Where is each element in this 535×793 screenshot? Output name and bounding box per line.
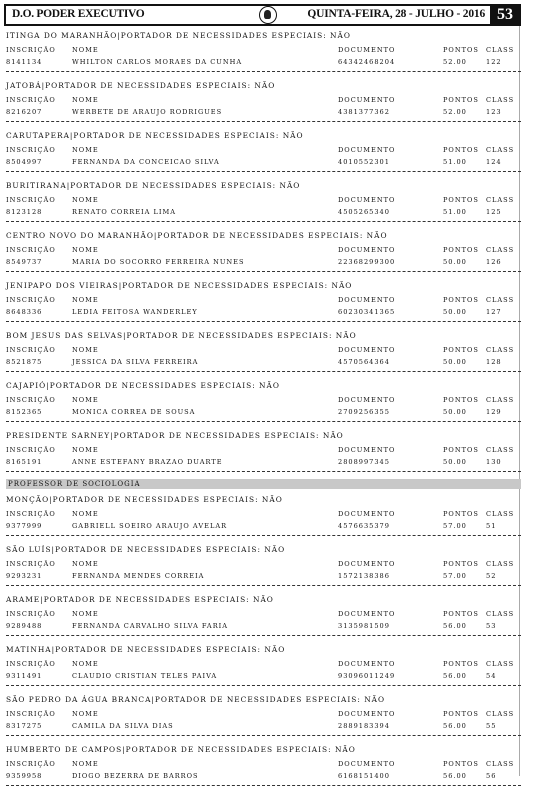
cell-class: 125 bbox=[486, 208, 502, 216]
header-documento: DOCUMENTO bbox=[338, 710, 396, 718]
header-nome: NOME bbox=[72, 346, 99, 354]
cell-documento: 60230341365 bbox=[338, 308, 396, 316]
cell-inscricao: 8165191 bbox=[6, 458, 43, 466]
header-inscricao: INSCRIÇÃO bbox=[6, 610, 56, 618]
entry-city: SÃO PEDRO DA ÁGUA BRANCA bbox=[6, 695, 152, 704]
cell-inscricao: 9289488 bbox=[6, 622, 43, 630]
cell-class: 52 bbox=[486, 572, 497, 580]
cell-pontos: 57.00 bbox=[443, 522, 467, 530]
table-row bbox=[6, 722, 521, 734]
header-documento: DOCUMENTO bbox=[338, 560, 396, 568]
header-documento: DOCUMENTO bbox=[338, 760, 396, 768]
entry-city: BOM JESUS DAS SELVAS bbox=[6, 331, 124, 340]
cell-class: 51 bbox=[486, 522, 497, 530]
entry-category: PORTADOR DE NECESSIDADES ESPECIAIS: NÃO bbox=[126, 331, 357, 340]
page-header bbox=[4, 4, 521, 26]
result-entry bbox=[6, 29, 521, 72]
entry-city: CAJAPIÓ bbox=[6, 381, 47, 390]
cell-pontos: 50.00 bbox=[443, 308, 467, 316]
header-inscricao: INSCRIÇÃO bbox=[6, 710, 56, 718]
column-headers bbox=[6, 510, 521, 522]
entry-city: JATOBÁ bbox=[6, 81, 42, 90]
cell-pontos: 51.00 bbox=[443, 158, 467, 166]
entry-title: HUMBERTO DE CAMPOS|PORTADOR DE NECESSIDADES ESPECIAIS: NÃO bbox=[6, 745, 356, 754]
entry-category: PORTADOR DE NECESSIDADES ESPECIAIS: NÃO bbox=[125, 745, 356, 754]
entry-category: PORTADOR DE NECESSIDADES ESPECIAIS: NÃO bbox=[49, 381, 280, 390]
cell-nome: GABRIELL SOEIRO ARAUJO AVELAR bbox=[72, 522, 228, 530]
entry-title: CARUTAPERA|PORTADOR DE NECESSIDADES ESPECIAIS: NÃO bbox=[6, 131, 304, 140]
result-entry bbox=[6, 693, 521, 736]
entry-title: MONÇÃO|PORTADOR DE NECESSIDADES ESPECIAIS: NÃO bbox=[6, 495, 283, 504]
publication-title: D.O. PODER EXECUTIVO bbox=[12, 8, 145, 20]
header-documento: DOCUMENTO bbox=[338, 510, 396, 518]
cell-nome: WHILTON CARLOS MORAES DA CUNHA bbox=[72, 58, 243, 66]
column-headers bbox=[6, 146, 521, 158]
header-nome: NOME bbox=[72, 560, 99, 568]
cell-class: 122 bbox=[486, 58, 502, 66]
dashed-divider bbox=[6, 171, 521, 172]
cell-class: 128 bbox=[486, 358, 502, 366]
header-class: CLASS bbox=[486, 396, 515, 404]
cell-pontos: 51.00 bbox=[443, 208, 467, 216]
entry-city: CARUTAPERA bbox=[6, 131, 70, 140]
header-nome: NOME bbox=[72, 710, 99, 718]
result-entry bbox=[6, 329, 521, 372]
entry-city: JENIPAPO DOS VIEIRAS bbox=[6, 281, 119, 290]
column-headers bbox=[6, 196, 521, 208]
header-nome: NOME bbox=[72, 196, 99, 204]
entry-title: BOM JESUS DAS SELVAS|PORTADOR DE NECESSIDADES ESPECIAIS: NÃO bbox=[6, 331, 357, 340]
entry-category: PORTADOR DE NECESSIDADES ESPECIAIS: NÃO bbox=[73, 131, 304, 140]
header-pontos: PONTOS bbox=[443, 760, 479, 768]
cell-documento: 4570564364 bbox=[338, 358, 390, 366]
cell-class: 124 bbox=[486, 158, 502, 166]
header-documento: DOCUMENTO bbox=[338, 610, 396, 618]
cell-nome: LEDIA FEITOSA WANDERLEY bbox=[72, 308, 198, 316]
header-nome: NOME bbox=[72, 246, 99, 254]
publication-date: QUINTA-FEIRA, 28 - JULHO - 2016 bbox=[307, 8, 485, 20]
cell-class: 123 bbox=[486, 108, 502, 116]
entry-category: PORTADOR DE NECESSIDADES ESPECIAIS: NÃO bbox=[52, 495, 283, 504]
cell-pontos: 50.00 bbox=[443, 358, 467, 366]
cell-inscricao: 9377999 bbox=[6, 522, 43, 530]
table-row bbox=[6, 158, 521, 170]
header-inscricao: INSCRIÇÃO bbox=[6, 760, 56, 768]
dashed-divider bbox=[6, 785, 521, 786]
entry-title: JENIPAPO DOS VIEIRAS|PORTADOR DE NECESSIDADES ESPECIAIS: NÃO bbox=[6, 281, 353, 290]
cell-documento: 22368299300 bbox=[338, 258, 396, 266]
entry-city: SÃO LUÍS bbox=[6, 545, 52, 554]
header-class: CLASS bbox=[486, 760, 515, 768]
column-headers bbox=[6, 296, 521, 308]
cell-inscricao: 8216207 bbox=[6, 108, 43, 116]
dashed-divider bbox=[6, 635, 521, 636]
column-headers bbox=[6, 710, 521, 722]
header-inscricao: INSCRIÇÃO bbox=[6, 510, 56, 518]
header-class: CLASS bbox=[486, 710, 515, 718]
header-pontos: PONTOS bbox=[443, 510, 479, 518]
header-nome: NOME bbox=[72, 146, 99, 154]
entry-title: SÃO PEDRO DA ÁGUA BRANCA|PORTADOR DE NECESSIDADES ESPECIAIS: NÃO bbox=[6, 695, 386, 704]
entry-title: PRESIDENTE SARNEY|PORTADOR DE NECESSIDADES ESPECIAIS: NÃO bbox=[6, 431, 344, 440]
cell-pontos: 56.00 bbox=[443, 672, 467, 680]
entry-city: HUMBERTO DE CAMPOS bbox=[6, 745, 123, 754]
cell-class: 130 bbox=[486, 458, 502, 466]
table-row bbox=[6, 522, 521, 534]
cell-inscricao: 8648336 bbox=[6, 308, 43, 316]
cell-documento: 64342468204 bbox=[338, 58, 396, 66]
table-row bbox=[6, 622, 521, 634]
cell-inscricao: 8549737 bbox=[6, 258, 43, 266]
entry-category: PORTADOR DE NECESSIDADES ESPECIAIS: NÃO bbox=[43, 595, 274, 604]
header-nome: NOME bbox=[72, 446, 99, 454]
header-class: CLASS bbox=[486, 246, 515, 254]
entry-city: PRESIDENTE SARNEY bbox=[6, 431, 111, 440]
header-inscricao: INSCRIÇÃO bbox=[6, 146, 56, 154]
table-row bbox=[6, 308, 521, 320]
cell-documento: 6168151400 bbox=[338, 772, 390, 780]
dashed-divider bbox=[6, 221, 521, 222]
cell-nome: CAMILA DA SILVA DIAS bbox=[72, 722, 174, 730]
header-documento: DOCUMENTO bbox=[338, 396, 396, 404]
dashed-divider bbox=[6, 321, 521, 322]
cell-nome: FERNANDA DA CONCEICAO SILVA bbox=[72, 158, 220, 166]
cell-pontos: 52.00 bbox=[443, 108, 467, 116]
entry-city: ARAME bbox=[6, 595, 41, 604]
header-pontos: PONTOS bbox=[443, 146, 479, 154]
dashed-divider bbox=[6, 685, 521, 686]
header-pontos: PONTOS bbox=[443, 396, 479, 404]
result-entry bbox=[6, 379, 521, 422]
header-class: CLASS bbox=[486, 296, 515, 304]
column-headers bbox=[6, 396, 521, 408]
header-documento: DOCUMENTO bbox=[338, 446, 396, 454]
entry-title: JATOBÁ|PORTADOR DE NECESSIDADES ESPECIAIS: NÃO bbox=[6, 81, 276, 90]
dashed-divider bbox=[6, 535, 521, 536]
dashed-divider bbox=[6, 71, 521, 72]
table-row bbox=[6, 258, 521, 270]
result-entry bbox=[6, 593, 521, 636]
cell-inscricao: 8504997 bbox=[6, 158, 43, 166]
result-entry bbox=[6, 79, 521, 122]
results-after bbox=[6, 493, 521, 786]
cell-documento: 2709256355 bbox=[338, 408, 390, 416]
entry-title: CENTRO NOVO DO MARANHÃO|PORTADOR DE NECESSIDADES ESPECIAIS: NÃO bbox=[6, 231, 388, 240]
header-documento: DOCUMENTO bbox=[338, 660, 396, 668]
header-inscricao: INSCRIÇÃO bbox=[6, 296, 56, 304]
table-row bbox=[6, 572, 521, 584]
cell-documento: 1572138386 bbox=[338, 572, 390, 580]
cell-inscricao: 8521875 bbox=[6, 358, 43, 366]
cell-documento: 2808997345 bbox=[338, 458, 390, 466]
header-class: CLASS bbox=[486, 560, 515, 568]
cell-documento: 3135981509 bbox=[338, 622, 390, 630]
column-headers bbox=[6, 610, 521, 622]
dashed-divider bbox=[6, 421, 521, 422]
entry-category: PORTADOR DE NECESSIDADES ESPECIAIS: NÃO bbox=[70, 181, 301, 190]
cell-pontos: 56.00 bbox=[443, 722, 467, 730]
header-nome: NOME bbox=[72, 96, 99, 104]
header-inscricao: INSCRIÇÃO bbox=[6, 446, 56, 454]
header-nome: NOME bbox=[72, 296, 99, 304]
cell-documento: 93096011249 bbox=[338, 672, 396, 680]
cell-nome: WERBETE DE ARAUJO RODRIGUES bbox=[72, 108, 223, 116]
result-entry bbox=[6, 229, 521, 272]
header-inscricao: INSCRIÇÃO bbox=[6, 196, 56, 204]
header-documento: DOCUMENTO bbox=[338, 296, 396, 304]
column-headers bbox=[6, 446, 521, 458]
header-class: CLASS bbox=[486, 96, 515, 104]
header-pontos: PONTOS bbox=[443, 446, 479, 454]
cell-nome: JESSICA DA SILVA FERREIRA bbox=[72, 358, 199, 366]
results-before bbox=[6, 29, 521, 472]
cell-documento: 4505265340 bbox=[338, 208, 390, 216]
table-row bbox=[6, 208, 521, 220]
header-documento: DOCUMENTO bbox=[338, 346, 396, 354]
cell-pontos: 50.00 bbox=[443, 408, 467, 416]
cell-class: 56 bbox=[486, 772, 497, 780]
entry-title: SÃO LUÍS|PORTADOR DE NECESSIDADES ESPECIAIS: NÃO bbox=[6, 545, 286, 554]
cell-class: 127 bbox=[486, 308, 502, 316]
page-number: 53 bbox=[490, 4, 520, 26]
entry-city: BURITIRANA bbox=[6, 181, 67, 190]
cell-pontos: 57.00 bbox=[443, 572, 467, 580]
cell-class: 55 bbox=[486, 722, 497, 730]
cell-pontos: 50.00 bbox=[443, 258, 467, 266]
cell-nome: CLAUDIO CRISTIAN TELES PAIVA bbox=[72, 672, 218, 680]
entry-title: ARAME|PORTADOR DE NECESSIDADES ESPECIAIS: NÃO bbox=[6, 595, 274, 604]
cell-nome: DIOGO BEZERRA DE BARROS bbox=[72, 772, 199, 780]
header-pontos: PONTOS bbox=[443, 346, 479, 354]
result-entry bbox=[6, 279, 521, 322]
header-class: CLASS bbox=[486, 346, 515, 354]
entry-city: MONÇÃO bbox=[6, 495, 50, 504]
column-headers bbox=[6, 246, 521, 258]
header-nome: NOME bbox=[72, 510, 99, 518]
entry-category: PORTADOR DE NECESSIDADES ESPECIAIS: NÃO bbox=[113, 431, 344, 440]
cell-inscricao: 8123128 bbox=[6, 208, 43, 216]
header-inscricao: INSCRIÇÃO bbox=[6, 560, 56, 568]
cell-pontos: 56.00 bbox=[443, 622, 467, 630]
state-emblem-icon bbox=[259, 6, 277, 24]
result-entry bbox=[6, 129, 521, 172]
entry-category: PORTADOR DE NECESSIDADES ESPECIAIS: NÃO bbox=[45, 81, 276, 90]
column-headers bbox=[6, 346, 521, 358]
cell-class: 53 bbox=[486, 622, 497, 630]
table-row bbox=[6, 772, 521, 784]
header-class: CLASS bbox=[486, 660, 515, 668]
entry-category: PORTADOR DE NECESSIDADES ESPECIAIS: NÃO bbox=[55, 545, 286, 554]
dashed-divider bbox=[6, 121, 521, 122]
result-entry bbox=[6, 543, 521, 586]
entry-category: PORTADOR DE NECESSIDADES ESPECIAIS: NÃO bbox=[120, 31, 351, 40]
header-nome: NOME bbox=[72, 660, 99, 668]
header-pontos: PONTOS bbox=[443, 610, 479, 618]
header-inscricao: INSCRIÇÃO bbox=[6, 46, 56, 54]
header-pontos: PONTOS bbox=[443, 96, 479, 104]
header-inscricao: INSCRIÇÃO bbox=[6, 396, 56, 404]
entry-title: MATINHA|PORTADOR DE NECESSIDADES ESPECIAIS: NÃO bbox=[6, 645, 286, 654]
entry-category: PORTADOR DE NECESSIDADES ESPECIAIS: NÃO bbox=[154, 695, 386, 704]
table-row bbox=[6, 358, 521, 370]
result-entry bbox=[6, 643, 521, 686]
header-class: CLASS bbox=[486, 510, 515, 518]
header-documento: DOCUMENTO bbox=[338, 246, 396, 254]
cell-nome: RENATO CORREIA LIMA bbox=[72, 208, 177, 216]
header-pontos: PONTOS bbox=[443, 196, 479, 204]
header-inscricao: INSCRIÇÃO bbox=[6, 660, 56, 668]
cell-class: 54 bbox=[486, 672, 497, 680]
entry-city: MATINHA bbox=[6, 645, 52, 654]
result-entry bbox=[6, 179, 521, 222]
entry-category: PORTADOR DE NECESSIDADES ESPECIAIS: NÃO bbox=[157, 231, 388, 240]
header-nome: NOME bbox=[72, 610, 99, 618]
header-inscricao: INSCRIÇÃO bbox=[6, 96, 56, 104]
cell-pontos: 50.00 bbox=[443, 458, 467, 466]
header-nome: NOME bbox=[72, 760, 99, 768]
cell-class: 126 bbox=[486, 258, 502, 266]
cell-nome: FERNANDA CARVALHO SILVA FARIA bbox=[72, 622, 229, 630]
entry-city: CENTRO NOVO DO MARANHÃO bbox=[6, 231, 154, 240]
cell-documento: 4381377362 bbox=[338, 108, 390, 116]
cell-nome: MARIA DO SOCORRO FERREIRA NUNES bbox=[72, 258, 245, 266]
cell-inscricao: 8152365 bbox=[6, 408, 43, 416]
cell-inscricao: 8141134 bbox=[6, 58, 43, 66]
cell-inscricao: 9359958 bbox=[6, 772, 43, 780]
cell-nome: FERNANDA MENDES CORREIA bbox=[72, 572, 205, 580]
column-headers bbox=[6, 660, 521, 672]
column-headers bbox=[6, 96, 521, 108]
header-documento: DOCUMENTO bbox=[338, 96, 396, 104]
header-pontos: PONTOS bbox=[443, 296, 479, 304]
header-class: CLASS bbox=[486, 196, 515, 204]
header-pontos: PONTOS bbox=[443, 560, 479, 568]
cell-inscricao: 9293231 bbox=[6, 572, 43, 580]
entry-category: PORTADOR DE NECESSIDADES ESPECIAIS: NÃO bbox=[122, 281, 353, 290]
column-headers bbox=[6, 560, 521, 572]
table-row bbox=[6, 672, 521, 684]
header-inscricao: INSCRIÇÃO bbox=[6, 246, 56, 254]
table-row bbox=[6, 58, 521, 70]
entry-city: ITINGA DO MARANHÃO bbox=[6, 31, 118, 40]
dashed-divider bbox=[6, 371, 521, 372]
column-headers bbox=[6, 46, 521, 58]
header-inscricao: INSCRIÇÃO bbox=[6, 346, 56, 354]
cell-documento: 4010552301 bbox=[338, 158, 390, 166]
entry-title: ITINGA DO MARANHÃO|PORTADOR DE NECESSIDADES ESPECIAIS: NÃO bbox=[6, 31, 351, 40]
header-pontos: PONTOS bbox=[443, 660, 479, 668]
table-row bbox=[6, 408, 521, 420]
section-heading: PROFESSOR DE SOCIOLOGIA bbox=[6, 479, 521, 489]
entry-title: BURITIRANA|PORTADOR DE NECESSIDADES ESPECIAIS: NÃO bbox=[6, 181, 301, 190]
cell-documento: 4576635379 bbox=[338, 522, 390, 530]
entry-title: CAJAPIÓ|PORTADOR DE NECESSIDADES ESPECIAIS: NÃO bbox=[6, 381, 280, 390]
header-documento: DOCUMENTO bbox=[338, 46, 396, 54]
entry-category: PORTADOR DE NECESSIDADES ESPECIAIS: NÃO bbox=[55, 645, 286, 654]
cell-nome: MONICA CORREA DE SOUSA bbox=[72, 408, 196, 416]
table-row bbox=[6, 458, 521, 470]
dashed-divider bbox=[6, 471, 521, 472]
cell-pontos: 56.00 bbox=[443, 772, 467, 780]
column-headers bbox=[6, 760, 521, 772]
cell-documento: 2889183394 bbox=[338, 722, 390, 730]
cell-inscricao: 8317275 bbox=[6, 722, 43, 730]
header-nome: NOME bbox=[72, 396, 99, 404]
result-entry bbox=[6, 429, 521, 472]
cell-inscricao: 9311491 bbox=[6, 672, 43, 680]
cell-class: 129 bbox=[486, 408, 502, 416]
dashed-divider bbox=[6, 271, 521, 272]
results-list bbox=[6, 29, 521, 793]
header-class: CLASS bbox=[486, 610, 515, 618]
header-pontos: PONTOS bbox=[443, 710, 479, 718]
header-documento: DOCUMENTO bbox=[338, 146, 396, 154]
dashed-divider bbox=[6, 585, 521, 586]
cell-nome: ANNE ESTEFANY BRAZAO DUARTE bbox=[72, 458, 223, 466]
header-class: CLASS bbox=[486, 46, 515, 54]
header-pontos: PONTOS bbox=[443, 246, 479, 254]
cell-pontos: 52.00 bbox=[443, 58, 467, 66]
dashed-divider bbox=[6, 735, 521, 736]
table-row bbox=[6, 108, 521, 120]
header-class: CLASS bbox=[486, 446, 515, 454]
header-class: CLASS bbox=[486, 146, 515, 154]
header-nome: NOME bbox=[72, 46, 99, 54]
result-entry bbox=[6, 743, 521, 786]
header-documento: DOCUMENTO bbox=[338, 196, 396, 204]
header-pontos: PONTOS bbox=[443, 46, 479, 54]
result-entry bbox=[6, 493, 521, 536]
